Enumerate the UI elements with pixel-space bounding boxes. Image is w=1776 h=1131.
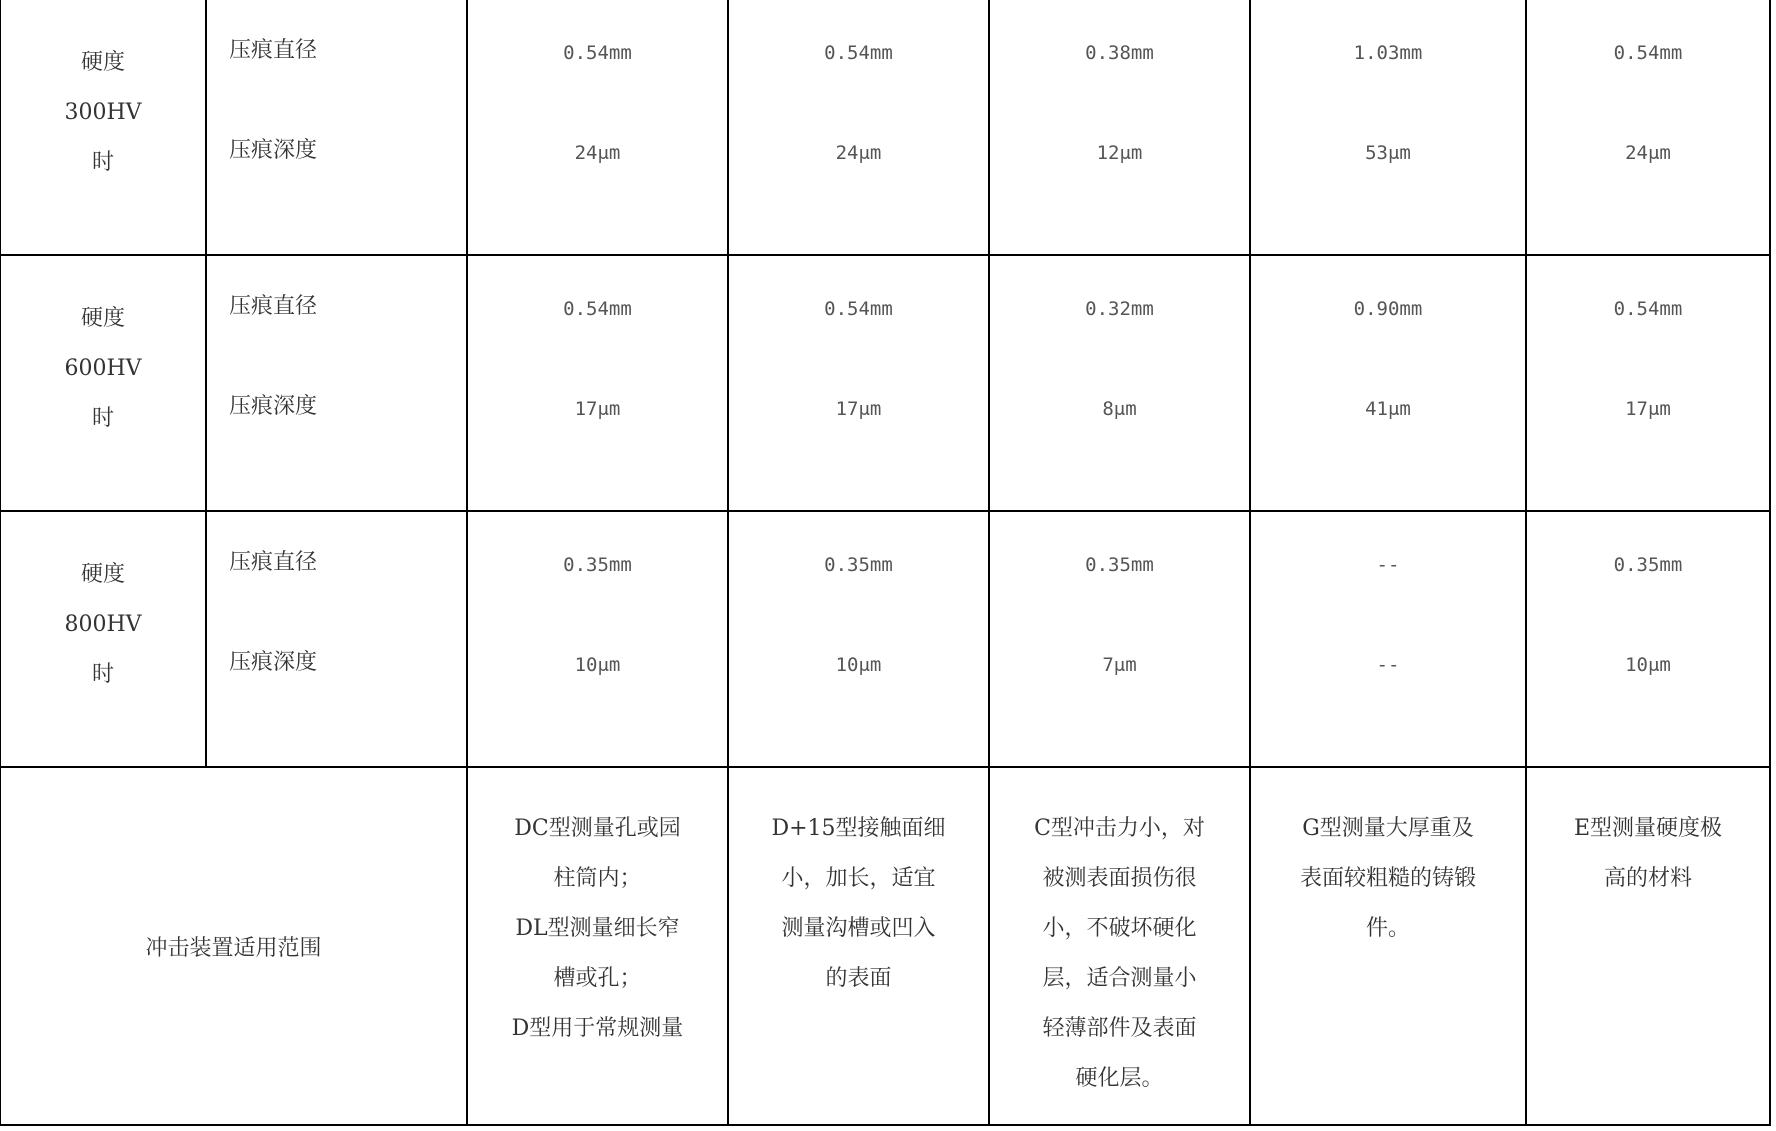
- depth-label: 压痕深度: [229, 138, 318, 163]
- application-line: 小，不破坏硬化: [1042, 916, 1197, 941]
- diameter-value: 0.35mm: [1613, 554, 1683, 576]
- application-line: 硬化层。: [1075, 1066, 1164, 1091]
- value-cell: [467, 511, 728, 767]
- diameter-value: 0.54mm: [824, 42, 893, 64]
- application-line: E型测量硬度极: [1573, 816, 1723, 841]
- application-line: DC型测量孔或园: [514, 816, 681, 841]
- application-line: 层，适合测量小: [1042, 966, 1197, 991]
- application-line: 柱筒内；: [553, 866, 642, 891]
- application-cell-g: [1250, 767, 1526, 1125]
- value-cell: [1526, 255, 1770, 511]
- depth-value: 24μm: [574, 142, 621, 164]
- diameter-value: 0.32mm: [1085, 298, 1154, 320]
- metric-label-cell: [206, 255, 467, 511]
- application-line: 轻薄部件及表面: [1042, 1016, 1197, 1041]
- application-line: 的表面: [825, 966, 892, 991]
- depth-value: 17μm: [835, 398, 882, 420]
- application-cell-d15: [728, 767, 989, 1125]
- application-cell-dc-dl-d: [467, 767, 728, 1125]
- table-row-application: [0, 767, 1770, 1125]
- hardness-label-cell: [0, 255, 206, 511]
- application-line: 槽或孔；: [553, 966, 642, 991]
- diameter-value: 0.54mm: [1613, 42, 1683, 64]
- diameter-value: 0.54mm: [1613, 298, 1683, 320]
- value-cell: [989, 0, 1250, 255]
- depth-value: 7μm: [1102, 654, 1137, 676]
- depth-value: 17μm: [574, 398, 621, 420]
- depth-label: 压痕深度: [229, 394, 318, 419]
- application-line: 小，加长，适宜: [781, 866, 936, 891]
- value-cell: [1250, 511, 1526, 767]
- depth-label: 压痕深度: [229, 650, 318, 675]
- depth-value: 12μm: [1096, 142, 1143, 164]
- hardness-label-line: 时: [91, 406, 114, 431]
- value-cell: [1526, 0, 1770, 255]
- application-line: 高的材料: [1603, 866, 1692, 891]
- depth-value: 10μm: [835, 654, 882, 676]
- diameter-value: 0.35mm: [1085, 554, 1154, 576]
- application-line: 件。: [1365, 916, 1410, 941]
- depth-value: 10μm: [574, 654, 621, 676]
- depth-value: --: [1376, 654, 1400, 676]
- depth-value: 10μm: [1625, 654, 1671, 676]
- diameter-value: 0.54mm: [563, 298, 632, 320]
- diameter-value: 0.54mm: [563, 42, 632, 64]
- hardness-label-line: 时: [91, 662, 114, 687]
- diameter-value: 0.38mm: [1085, 42, 1154, 64]
- application-line: C型冲击力小，对: [1034, 816, 1205, 841]
- hardness-label-line: 300HV: [64, 100, 142, 125]
- value-cell: [1250, 0, 1526, 255]
- table-row-600hv: [0, 255, 1770, 511]
- depth-value: 41μm: [1365, 398, 1411, 420]
- diameter-value: 0.35mm: [563, 554, 632, 576]
- hardness-label-line: 600HV: [64, 356, 142, 381]
- depth-value: 24μm: [1625, 142, 1671, 164]
- metric-label-cell: [206, 511, 467, 767]
- value-cell: [467, 0, 728, 255]
- hardness-label-line: 硬度: [80, 306, 125, 331]
- value-cell: [989, 255, 1250, 511]
- depth-value: 24μm: [835, 142, 882, 164]
- depth-value: 17μm: [1625, 398, 1671, 420]
- value-cell: [1526, 511, 1770, 767]
- table-row-300hv: [0, 0, 1770, 255]
- hardness-label-cell: [0, 0, 206, 255]
- diameter-value: 0.35mm: [824, 554, 893, 576]
- application-label: 冲击装置适用范围: [0, 767, 467, 1125]
- value-cell: [728, 255, 989, 511]
- diameter-value: 0.90mm: [1353, 298, 1423, 320]
- hardness-label-cell: [0, 511, 206, 767]
- value-cell: [467, 255, 728, 511]
- hardness-label-line: 时: [91, 150, 114, 175]
- application-line: 测量沟槽或凹入: [781, 916, 936, 941]
- hardness-label-line: 硬度: [80, 562, 125, 587]
- hardness-label-line: 硬度: [80, 50, 125, 75]
- diameter-value: 1.03mm: [1353, 42, 1423, 64]
- table-row-800hv: [0, 511, 1770, 767]
- application-cell-c: [989, 767, 1250, 1125]
- diameter-value: --: [1376, 554, 1400, 576]
- hardness-label-line: 800HV: [64, 612, 142, 637]
- application-line: D+15型接触面细: [771, 816, 946, 841]
- application-line: DL型测量细长窄: [515, 916, 680, 941]
- depth-value: 8μm: [1102, 398, 1137, 420]
- value-cell: [728, 511, 989, 767]
- diameter-value: 0.54mm: [824, 298, 893, 320]
- application-line: 表面较粗糙的铸锻: [1299, 866, 1476, 891]
- application-line: 被测表面损伤很: [1042, 866, 1197, 891]
- depth-value: 53μm: [1365, 142, 1411, 164]
- value-cell: [1250, 255, 1526, 511]
- application-cell-e: [1526, 767, 1770, 1125]
- diameter-label: 压痕直径: [229, 550, 318, 575]
- value-cell: [728, 0, 989, 255]
- diameter-label: 压痕直径: [229, 294, 318, 319]
- diameter-label: 压痕直径: [229, 38, 318, 63]
- application-line: G型测量大厚重及: [1302, 816, 1474, 841]
- value-cell: [989, 511, 1250, 767]
- metric-label-cell: [206, 0, 467, 255]
- application-line: D型用于常规测量: [511, 1016, 684, 1041]
